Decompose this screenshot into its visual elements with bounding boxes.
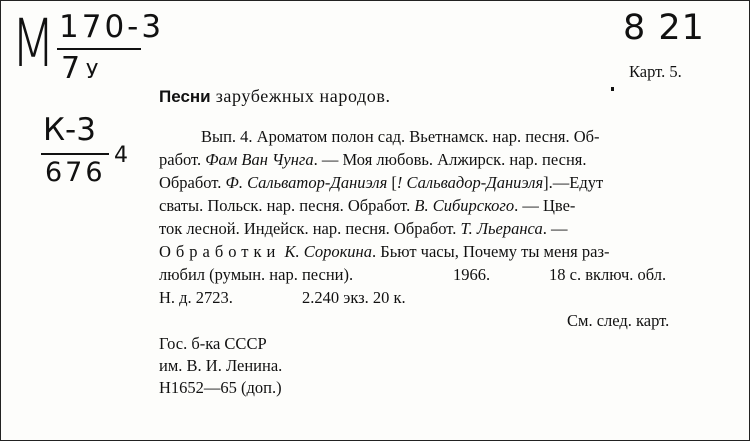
- inventory-mark-bottom: 676: [45, 157, 106, 188]
- desc-text: сваты. Польск. нар. песня. Обработ.: [159, 196, 415, 215]
- desc-text: . Бьют часы, Почему ты меня раз-: [371, 242, 610, 261]
- see-next-card: См. след. карт.: [567, 311, 670, 330]
- desc-line-5: [159, 218, 567, 241]
- library-line-1: Гос. б-ка СССР: [159, 334, 267, 353]
- inventory-mark-top: К-3: [43, 112, 96, 148]
- shelf-mark-suffix: У: [86, 59, 99, 83]
- desc-arranger: Т. Льеранса: [460, 219, 543, 238]
- desc-text: . — Цве-: [514, 196, 576, 215]
- desc-spaced-text: Обработки: [159, 242, 281, 261]
- desc-text: ].—Едут: [543, 173, 604, 192]
- desc-copies: 2.240 экз. 20 к.: [302, 288, 406, 307]
- desc-pages: 18 с. включ. обл.: [549, 265, 667, 284]
- desc-correction: ! Сальвадор-Даниэля: [396, 173, 544, 192]
- desc-text: Обработ.: [159, 173, 226, 192]
- desc-line-4: [159, 195, 575, 218]
- title-bold: Песни: [159, 87, 211, 106]
- desc-year: 1966.: [453, 265, 491, 284]
- desc-text: работ.: [159, 150, 206, 169]
- desc-line-6: [159, 241, 609, 264]
- desc-arranger: К. Сорокина: [284, 242, 372, 261]
- desc-line-1: [201, 126, 600, 149]
- library-line-3: Н1652—65 (доп.): [159, 378, 282, 397]
- corner-number: 8 21: [623, 8, 705, 48]
- shelf-mark-bottom: 7: [61, 51, 81, 86]
- card-number: Карт. 5.: [629, 62, 682, 81]
- inventory-mark-line: [41, 153, 109, 155]
- desc-line-2: [159, 149, 587, 172]
- desc-text: Н. д. 2723.: [159, 288, 233, 307]
- library-line-2: им. В. И. Ленина.: [159, 356, 283, 375]
- shelf-mark-line: [57, 48, 141, 50]
- ink-dot: [611, 87, 614, 91]
- desc-text: любил (румын. нар. песни).: [159, 265, 354, 284]
- desc-line-8: [159, 287, 699, 310]
- desc-arranger: В. Сибирского: [414, 196, 515, 215]
- desc-text: . — Моя любовь. Алжирск. нар. песня.: [313, 150, 587, 169]
- desc-arranger: Фам Ван Чунга: [205, 150, 314, 169]
- desc-text: ток лесной. Индейск. нар. песня. Обработ.: [159, 219, 461, 238]
- desc-arranger: Ф. Сальватор-Даниэля: [225, 173, 388, 192]
- desc-line-7: [159, 264, 699, 287]
- desc-text: . —: [542, 219, 568, 238]
- inventory-mark-suffix: 4: [114, 143, 128, 168]
- handwritten-letter: M: [11, 5, 56, 82]
- card-title: [159, 85, 391, 109]
- desc-text: [: [387, 173, 397, 192]
- title-rest: зарубежных народов.: [210, 86, 391, 106]
- desc-line-3: [159, 172, 603, 195]
- shelf-mark-top: 170-3: [59, 9, 165, 45]
- desc-text: Вып. 4. Ароматом полон сад. Вьетнамск. нар. песня. Об-: [201, 127, 600, 146]
